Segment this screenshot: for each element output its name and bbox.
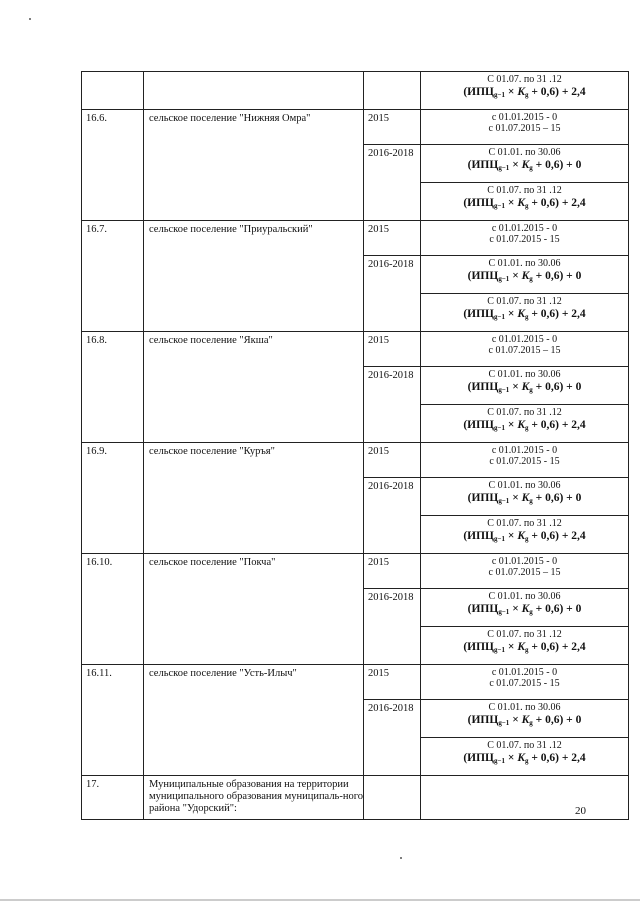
period-text: С 01.07. по 31 .12	[487, 74, 562, 85]
year-2016-2018: 2016-2018	[364, 367, 421, 443]
year-2016-2018: 2016-2018	[364, 256, 421, 332]
row-number: 16.11.	[82, 665, 144, 776]
row-number: 16.9.	[82, 443, 144, 554]
value-period-1	[421, 145, 629, 183]
formula-text: $(ИПЦ_{g-1} \times K_g + 0,6) + 0$	[467, 381, 582, 394]
row-number: 16.6.	[82, 110, 144, 221]
settlement-name: сельское поселение "Покча"	[144, 554, 364, 665]
value-2015-line2: с 01.07.2015 - 15	[489, 456, 560, 467]
row-number: 16.7.	[82, 221, 144, 332]
value-2015-line2: с 01.07.2015 – 15	[488, 567, 561, 578]
page-number: 20	[575, 805, 586, 817]
year-2016-2018: 2016-2018	[364, 145, 421, 221]
value-period-2	[421, 516, 629, 554]
formula-text: $(ИПЦ_{g-1} \times K_g + 0,6) + 2,4$	[463, 752, 586, 765]
period-text: С 01.07. по 31 .12	[487, 407, 562, 418]
row-number: 16.8.	[82, 332, 144, 443]
period-text: С 01.07. по 31 .12	[487, 185, 562, 196]
value-2015-line2: с 01.07.2015 - 15	[489, 678, 560, 689]
tariff-table	[81, 71, 629, 820]
table-row-17	[82, 776, 629, 820]
value-2015	[421, 110, 629, 145]
period-text: С 01.07. по 31 .12	[487, 296, 562, 307]
row-number: 17.	[82, 776, 144, 820]
formula-text: $(ИПЦ_{g-1} \times K_g + 0,6) + 0$	[467, 270, 582, 283]
value-period-1	[421, 589, 629, 627]
value-2015-line2: с 01.07.2015 – 15	[488, 123, 561, 134]
value-2015-line1: с 01.01.2015 - 0	[491, 223, 558, 234]
value-period-2	[421, 405, 629, 443]
year-2016-2018: 2016-2018	[364, 589, 421, 665]
period-text: С 01.01. по 30.06	[488, 480, 561, 491]
value-2015	[421, 332, 629, 367]
municipality-name: Муниципальные образования на территории муниципального образования муниципаль-ного района "Удорский":	[144, 776, 364, 820]
value-2015	[421, 665, 629, 700]
year-2015: 2015	[364, 554, 421, 589]
value-2015-line1: с 01.01.2015 - 0	[491, 667, 558, 678]
formula-text: $(ИПЦ_{g-1} \times K_g + 0,6) + 2,4$	[463, 86, 586, 99]
formula-text: $(ИПЦ_{g-1} \times K_g + 0,6) + 2,4$	[463, 530, 586, 543]
scan-speck	[29, 18, 31, 20]
scan-speck	[400, 857, 402, 859]
table-row	[82, 665, 629, 700]
table-row	[82, 221, 629, 256]
table-row-continuation	[82, 72, 629, 110]
year-2016-2018: 2016-2018	[364, 700, 421, 776]
year-2015: 2015	[364, 443, 421, 478]
year-2015: 2015	[364, 665, 421, 700]
value-period-2	[421, 738, 629, 776]
value-period-1	[421, 478, 629, 516]
period-text: С 01.07. по 31 .12	[487, 629, 562, 640]
cell-value	[421, 776, 629, 820]
formula-text: $(ИПЦ_{g-1} \times K_g + 0,6) + 0$	[467, 159, 582, 172]
table-row	[82, 332, 629, 367]
formula-text: $(ИПЦ_{g-1} \times K_g + 0,6) + 0$	[467, 714, 582, 727]
value-2015	[421, 554, 629, 589]
value-period-1	[421, 256, 629, 294]
period-text: С 01.01. по 30.06	[488, 702, 561, 713]
formula-text: $(ИПЦ_{g-1} \times K_g + 0,6) + 2,4$	[463, 641, 586, 654]
value-2015-line1: с 01.01.2015 - 0	[491, 445, 558, 456]
formula-text: $(ИПЦ_{g-1} \times K_g + 0,6) + 0$	[467, 492, 582, 505]
scan-edge-line	[0, 899, 640, 901]
period-text: С 01.01. по 30.06	[488, 147, 561, 158]
cell-year	[364, 72, 421, 110]
year-2016-2018: 2016-2018	[364, 478, 421, 554]
row-number: 16.10.	[82, 554, 144, 665]
cell-name	[144, 72, 364, 110]
cell-value	[421, 72, 629, 110]
settlement-name: сельское поселение "Приуральский"	[144, 221, 364, 332]
value-2015-line1: с 01.01.2015 - 0	[491, 334, 558, 345]
period-text: С 01.01. по 30.06	[488, 369, 561, 380]
table-row	[82, 110, 629, 145]
settlement-name: сельское поселение "Якша"	[144, 332, 364, 443]
period-text: С 01.01. по 30.06	[488, 258, 561, 269]
formula-text: $(ИПЦ_{g-1} \times K_g + 0,6) + 2,4$	[463, 419, 586, 432]
formula-text: $(ИПЦ_{g-1} \times K_g + 0,6) + 2,4$	[463, 308, 586, 321]
settlement-name: сельское поселение "Усть-Илыч"	[144, 665, 364, 776]
table-row	[82, 554, 629, 589]
formula-text: $(ИПЦ_{g-1} \times K_g + 0,6) + 2,4$	[463, 197, 586, 210]
value-2015	[421, 221, 629, 256]
year-2015: 2015	[364, 332, 421, 367]
cell-num	[82, 72, 144, 110]
value-2015-line1: с 01.01.2015 - 0	[491, 112, 558, 123]
formula-text: $(ИПЦ_{g-1} \times K_g + 0,6) + 0$	[467, 603, 582, 616]
period-text: С 01.01. по 30.06	[488, 591, 561, 602]
period-text: С 01.07. по 31 .12	[487, 740, 562, 751]
value-2015-line2: с 01.07.2015 - 15	[489, 234, 560, 245]
value-period-1	[421, 367, 629, 405]
value-period-1	[421, 700, 629, 738]
settlement-name: сельское поселение "Куръя"	[144, 443, 364, 554]
value-2015-line1: с 01.01.2015 - 0	[491, 556, 558, 567]
settlement-name: сельское поселение "Нижняя Омра"	[144, 110, 364, 221]
year-2015: 2015	[364, 221, 421, 256]
value-period-2	[421, 627, 629, 665]
table-row	[82, 443, 629, 478]
value-2015	[421, 443, 629, 478]
value-2015-line2: с 01.07.2015 – 15	[488, 345, 561, 356]
year-2015: 2015	[364, 110, 421, 145]
value-period-2	[421, 183, 629, 221]
cell-year	[364, 776, 421, 820]
period-text: С 01.07. по 31 .12	[487, 518, 562, 529]
value-period-2	[421, 294, 629, 332]
